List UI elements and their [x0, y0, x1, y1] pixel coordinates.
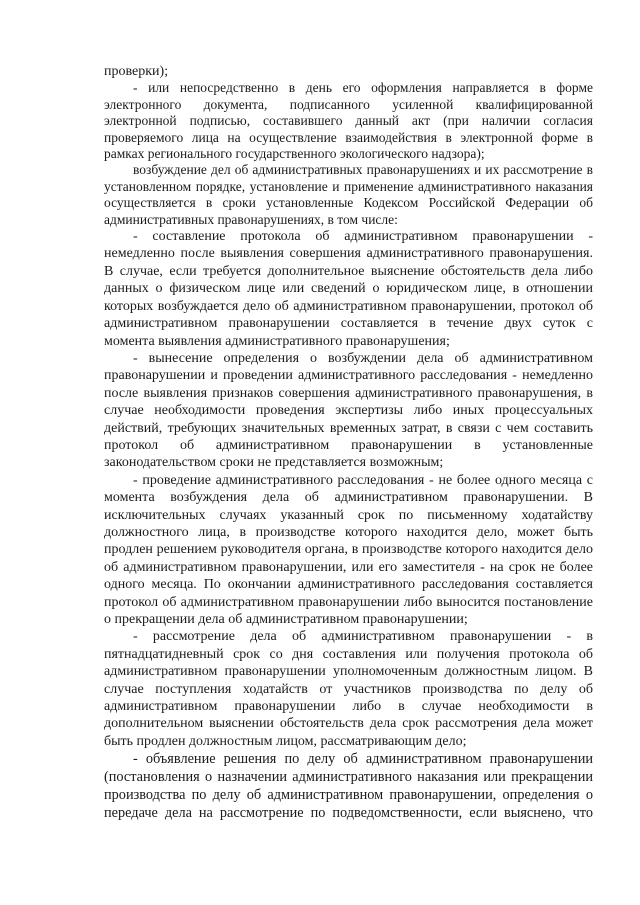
paragraph: - проведение административного расследования - не более одного месяца с момента возбуждения дела об административном правонарушении. В исключительных случаях указанный срок по письменному ходатайству должностного лица, в производстве которого находится дело, может быть продлен решением руководителя органа, в производстве которого находится дело об административном правонарушении, или его заместителя - на срок не более одного месяца. По окончании административного расследования составляется протокол об административном правонарушении либо выносится постановление о прекращении дела об административном правонарушении;	[104, 472, 593, 627]
paragraph: проверки);	[104, 64, 169, 79]
paragraph: - объявление решения по делу об административном правонарушении (постановления о назначении административного наказания или прекращении производства по делу об административном правонарушении, определения о передаче дела на рассмотрение по подведомственности, если выяснено, что	[104, 751, 593, 822]
paragraph: - вынесение определения о возбуждении дела об административном правонарушении и проведении административного расследования - немедленно после выявления признаков совершения административного правонарушения, в случае необходимости проведения экспертизы либо иных процессуальных действий, требующих значительных временных затрат, в связи с чем составить протокол об административном правонарушении в установленные законодательством сроки не представляется возможным;	[104, 350, 593, 471]
paragraph: - или непосредственно в день его оформления направляется в форме электронного документа, подписанного усиленной квалифицированной электронной подписью, составившего данный акт (при наличии согласия проверяемого лица на осуществление взаимодействия в электронной форме в рамках регионального государственного экологического надзора);	[104, 80, 593, 162]
paragraph: - составление протокола об административном правонарушении - немедленно после выявления совершения административного правонарушения. В случае, если требуется дополнительное выяснение обстоятельств дела либо данных о физическом лице или сведений о юридическом лице, в отношении которых возбуждается дело об административном правонарушении, протокол об административном правонарушении составляется в течение двух суток с момента выявления административного правонарушения;	[104, 229, 593, 349]
paragraph: - рассмотрение дела об административном правонарушении - в пятнадцатидневный срок со дня составления или получения протокола об административном правонарушении уполномоченным должностным лицом. В случае поступления ходатайств от участников производства по делу об административном правонарушении либо в случае необходимости в дополнительном выяснении обстоятельств дела срок рассмотрения дела может быть продлен должностным лицом, рассматривающим дело;	[104, 629, 593, 749]
document-body	[104, 63, 593, 822]
paragraph: возбуждение дел об административных правонарушениях и их рассмотрение в установленном порядке, установление и применение административного наказания осуществляется в сроки установленные Кодексом Российской Федерации об административных правонарушениях, в том числе:	[104, 162, 593, 227]
